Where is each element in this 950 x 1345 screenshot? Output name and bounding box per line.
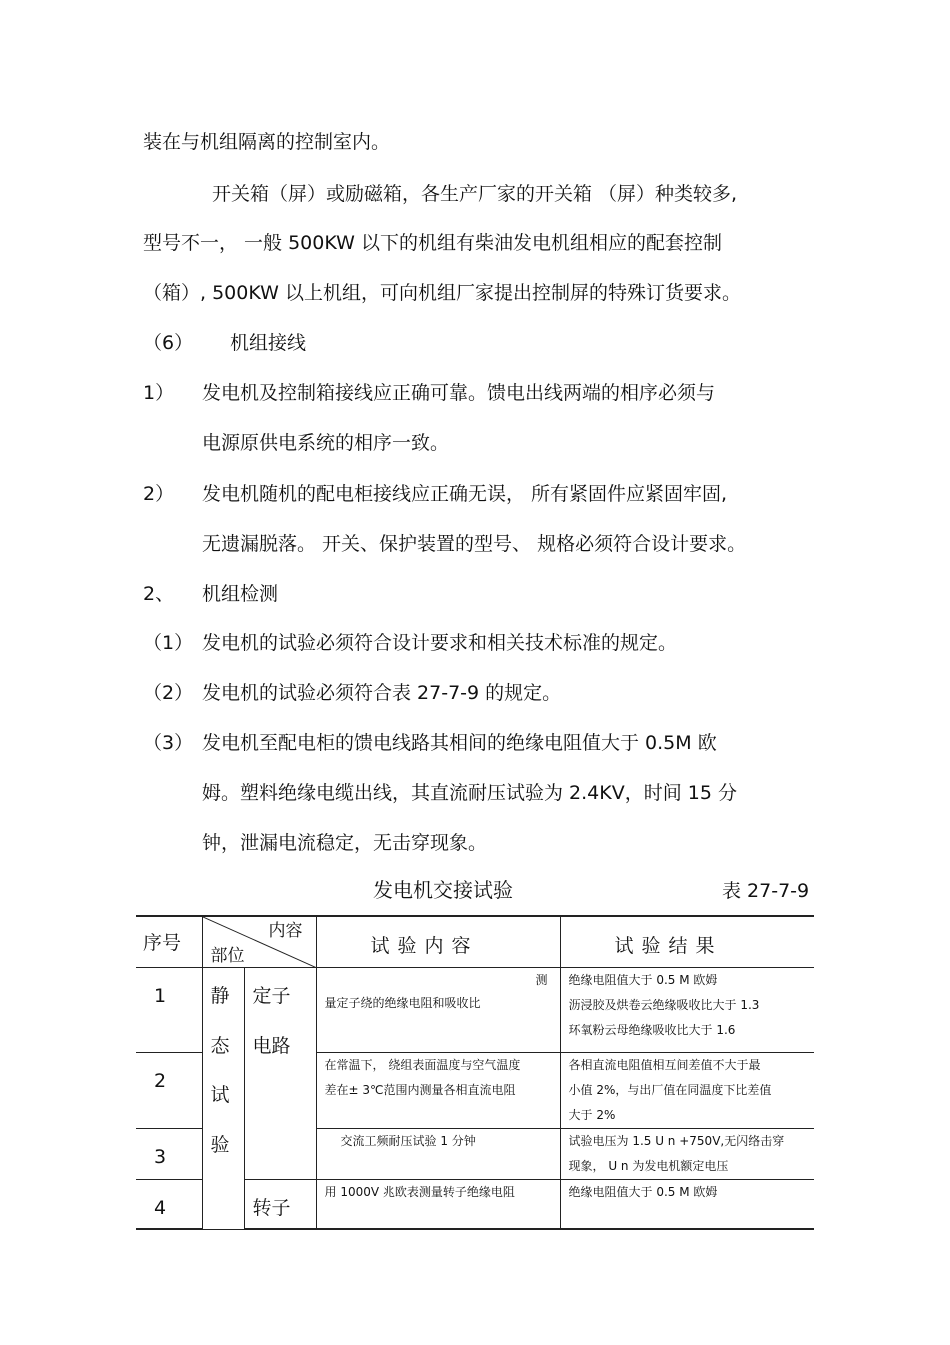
row-3-content: 交流工频耐压试验 1 分钟 (316, 1128, 560, 1179)
item-1-number: 1） (143, 382, 175, 404)
paragraph-1: 装在与机组隔离的控制室内。 (143, 131, 391, 153)
check-3-line-3: 钟，泄漏电流稳定，无击穿现象。 (202, 832, 488, 854)
paragraph-3: 型号不一， 一般 500KW 以下的机组有柴油发电机组相应的配套控制 (143, 232, 722, 254)
item-1-line-1: 发电机及控制箱接线应正确可靠。馈电出线两端的相序必须与 (202, 382, 716, 404)
group-static-test: 静 态 试 验 (202, 967, 244, 1229)
part-rotor: 转子 (244, 1179, 316, 1229)
part-stator-circuit: 定子 电路 (244, 967, 316, 1179)
check-1-line-1: 发电机的试验必须符合设计要求和相关技术标准的规定。 (202, 632, 678, 654)
section-2-number: 2、 (143, 583, 175, 605)
header-test-result: 试验结果 (560, 916, 814, 967)
row-3-result: 试验电压为 1.5 U n +750V,无闪络击穿 现象， U n 为发电机额定电压 (560, 1128, 814, 1179)
item-2-line-2: 无遗漏脱落。 开关、保护装置的型号、 规格必须符合设计要求。 (202, 533, 747, 555)
item-1-line-2: 电源原供电系统的相序一致。 (202, 432, 450, 454)
check-2-number: （2） (143, 682, 194, 704)
row-2-content: 在常温下， 绕组表面温度与空气温度 差在± 3℃范围内测量各相直流电阻 (316, 1052, 560, 1128)
check-1-number: （1） (143, 632, 194, 654)
paragraph-4: （箱）, 500KW 以上机组，可向机组厂家提出控制屏的特殊订货要求。 (143, 282, 741, 304)
row-1-content: 测 量定子绕的绝缘电阻和吸收比 (316, 967, 560, 1052)
section-6-number: （6） (143, 332, 194, 354)
table-title: 发电机交接试验 (373, 878, 513, 902)
row-1-result: 绝缘电阻值大于 0.5 M 欧姆 沥浸胶及烘卷云绝缘吸收比大于 1.3 环氧粉云母绝缘吸收比大于 1.6 (560, 967, 814, 1052)
header-part-label: 部位 (210, 946, 245, 966)
item-2-number: 2） (143, 483, 175, 505)
table-row (136, 967, 814, 1052)
row-4-content: 用 1000V 兆欧表测量转子绝缘电阻 (316, 1179, 560, 1229)
section-6-title: 机组接线 (230, 332, 307, 354)
header-test-content: 试验内容 (316, 916, 560, 967)
row-2-seq: 2 (136, 1052, 202, 1128)
header-seq: 序号 (136, 916, 202, 967)
item-2-line-1: 发电机随机的配电柜接线应正确无误， 所有紧固件应紧固牢固, (202, 483, 728, 505)
row-3-seq: 3 (136, 1128, 202, 1179)
row-4-seq: 4 (136, 1179, 202, 1229)
row-2-result: 各相直流电阻值相互间差值不大于最 小值 2%，与出厂值在同温度下比差值 大于 2% (560, 1052, 814, 1128)
test-table (136, 915, 814, 1230)
row-1-seq: 1 (136, 967, 202, 1052)
check-2-line-1: 发电机的试验必须符合表 27-7-9 的规定。 (202, 682, 562, 704)
table-number: 表 27-7-9 (722, 880, 810, 902)
check-3-line-1: 发电机至配电柜的馈电线路其相间的绝缘电阻值大于 0.5M 欧 (202, 732, 717, 754)
check-3-line-2: 姆。塑料绝缘电缆出线，其直流耐压试验为 2.4KV，时间 15 分 (202, 782, 737, 804)
check-3-number: （3） (143, 732, 194, 754)
paragraph-2: 开关箱（屏）或励磁箱，各生产厂家的开关箱 （屏）种类较多, (212, 183, 738, 205)
section-2-title: 机组检测 (202, 583, 279, 605)
row-4-result: 绝缘电阻值大于 0.5 M 欧姆 (560, 1179, 814, 1229)
header-content-label: 内容 (268, 921, 303, 941)
header-diagonal (202, 916, 316, 967)
